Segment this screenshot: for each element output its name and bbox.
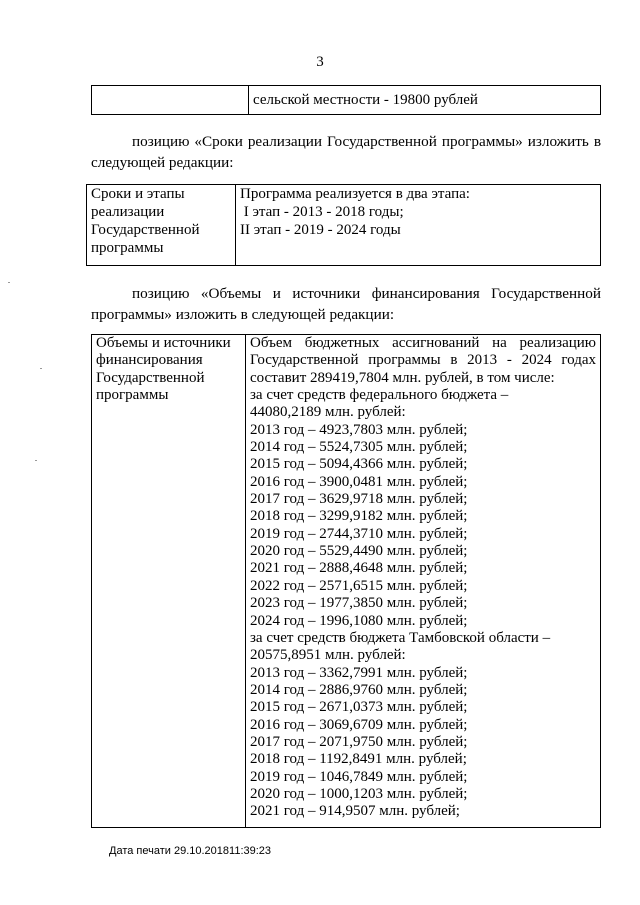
print-date-footer: Дата печати 29.10.201811:39:23 (109, 845, 272, 857)
terms-label-line: реализации (91, 204, 165, 220)
funding-table-label-cell (92, 335, 246, 828)
funding-value-line: за счет средств бюджета Тамбовской области – (250, 629, 551, 646)
scan-speck (8, 282, 10, 283)
funding-value-line: 2021 год – 914,9507 млн. рублей; (250, 803, 460, 820)
funding-value-line: 2020 год – 1000,1203 млн. рублей; (250, 785, 468, 802)
continuation-table-label-cell (92, 86, 249, 115)
paragraph-terms (91, 131, 601, 173)
funding-value-line: 2022 год – 2571,6515 млн. рублей; (250, 577, 468, 594)
funding-value-line: Объем бюджетных ассигнований на реализацию (250, 335, 596, 351)
terms-value-line: Программа реализуется в два этапа: (240, 186, 470, 202)
funding-value-line: 2024 год – 1996,1080 млн. рублей; (250, 612, 468, 629)
terms-table-label-cell (87, 185, 236, 266)
funding-value-line: 2016 год – 3069,6709 млн. рублей; (250, 716, 468, 733)
funding-value-line: 2014 год – 2886,9760 млн. рублей; (250, 681, 468, 698)
funding-value-line: 2016 год – 3900,0481 млн. рублей; (250, 473, 468, 490)
funding-value-line: 2014 год – 5524,7305 млн. рублей; (250, 439, 468, 456)
funding-label-line: финансирования (96, 352, 203, 369)
funding-value-line: 2017 год – 3629,9718 млн. рублей; (250, 491, 468, 508)
scan-speck (40, 368, 42, 369)
funding-label-line: Государственной (96, 369, 205, 386)
funding-value-line: 44080,2189 млн. рублей: (250, 404, 406, 421)
funding-value-line: 2013 год – 3362,7991 млн. рублей; (250, 664, 468, 681)
terms-value-line: II этап - 2019 - 2024 годы (240, 222, 401, 238)
funding-label-line: Объемы и источники (96, 335, 231, 351)
terms-table-value-cell (236, 185, 601, 266)
funding-value-line: 2019 год – 1046,7849 млн. рублей; (250, 768, 468, 785)
funding-value-line: 2018 год – 3299,9182 млн. рублей; (250, 508, 468, 525)
funding-value-line: 2018 год – 1192,8491 млн. рублей; (250, 751, 467, 768)
funding-value-line: за счет средств федерального бюджета – (250, 387, 509, 404)
funding-value-line: 2020 год – 5529,4490 млн. рублей; (250, 543, 468, 560)
paragraph-funding-line-1: позицию «Объемы и источники финансирования Государственной (132, 285, 601, 302)
funding-value-line: 20575,8951 млн. рублей: (250, 647, 406, 664)
funding-value-line: составит 289419,7804 млн. рублей, в том числе: (250, 369, 555, 386)
funding-value-line: 2013 год – 4923,7803 млн. рублей; (250, 421, 468, 438)
funding-value-line: 2019 год – 2744,3710 млн. рублей; (250, 525, 468, 542)
paragraph-funding-line-2: программы» изложить в следующей редакции: (91, 306, 395, 323)
paragraph-terms-line-1: позицию «Сроки реализации Государственной программы» изложить в (132, 133, 601, 150)
paragraph-terms-line-2: следующей редакции: (91, 154, 234, 171)
continuation-table-value-cell: сельской местности - 19800 рублей (249, 86, 601, 115)
terms-table (86, 184, 601, 266)
funding-table (91, 334, 601, 828)
terms-label-line: программы (91, 240, 164, 256)
funding-value-line: Государственной программы в 2013 - 2024 годах (250, 352, 596, 369)
funding-value-line: 2023 год – 1977,3850 млн. рублей; (250, 595, 468, 612)
terms-value-line: I этап - 2013 - 2018 годы; (240, 204, 404, 220)
funding-label-line: программы (96, 387, 169, 404)
funding-value-line: 2015 год – 2671,0373 млн. рублей; (250, 699, 468, 716)
funding-value-line: 2015 год – 5094,4366 млн. рублей; (250, 456, 468, 473)
funding-value-line: 2017 год – 2071,9750 млн. рублей; (250, 733, 468, 750)
paragraph-funding (91, 283, 601, 325)
funding-value-line: 2021 год – 2888,4648 млн. рублей; (250, 560, 468, 577)
funding-table-value-cell (246, 335, 601, 828)
page-number: 3 (316, 54, 324, 70)
continuation-table (91, 85, 601, 115)
terms-label-line: Сроки и этапы (91, 186, 185, 202)
scan-speck (35, 460, 37, 461)
terms-label-line: Государственной (91, 222, 200, 238)
